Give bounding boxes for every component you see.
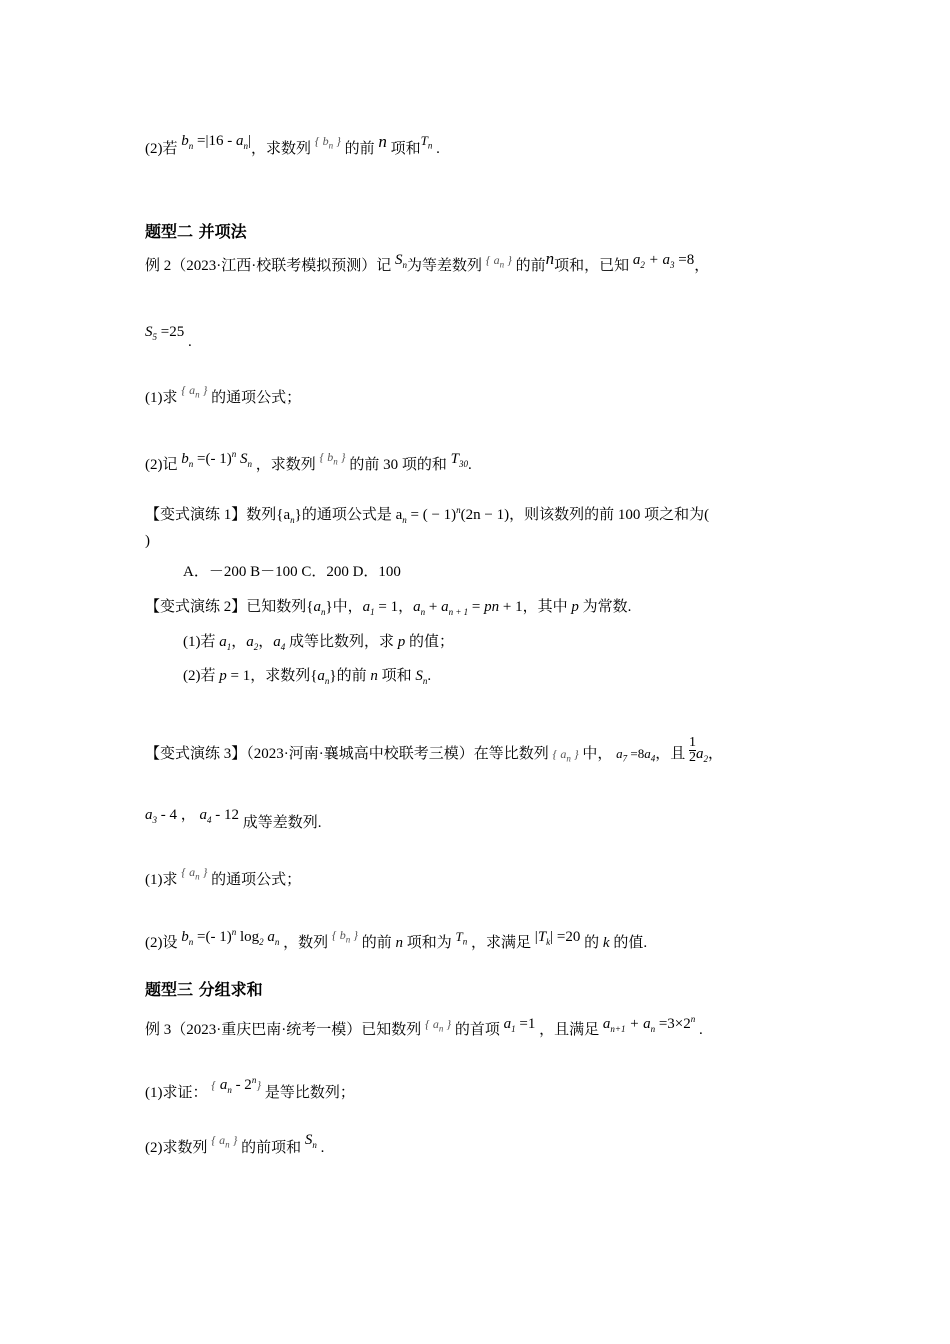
- example-2-part-2: (2)记 $b_n$ =(- 1)$^n$ $S_n$ ，求数列 $^{\{ b_n \}}$ 的前 30 项的和 $T_{30}$.: [145, 449, 472, 473]
- section-title-3: 题型三 分组求和: [145, 980, 263, 999]
- variant-1-close: ): [145, 533, 150, 549]
- variant-3: 【变式演练 3】（2023·河南·襄城高中校联考三模）在等比数列 { $a_n$ } 中， $a_7 =8a_4$，且 $\frac{1}{2}$ $a_2$，: [145, 735, 724, 765]
- variant-1: 【变式演练 1】数列$\{a_n\}$的通项公式是 $a_n$ = ( − 1)$^n$(2n − 1)，则该数列的前 100 项之和为(: [145, 505, 710, 525]
- section-title-2: 题型二 并项法: [145, 222, 247, 241]
- question-part-2: (2)若 $b_n =|16 - a_n|$，求数列 $^{\{ b_n \}}$ 的前 n 项和$T_n$ .: [145, 132, 440, 157]
- example-3-part-2: (2)求数列 $^{\{ a_n \}}$ 的前项和 $S_n$ .: [145, 1132, 325, 1156]
- example-2-part-1: (1)求 $^{\{ a_n \}}$ 的通项公式；: [145, 383, 302, 406]
- variant-1-options: A．－200 B－100 C．200 D．100: [183, 564, 401, 580]
- variant-2: 【变式演练 2】已知数列$\{a_n\}$中，$a_1 = 1$，$a_n + a_{n + 1}$ = pn + 1，其中 p 为常数.: [145, 599, 632, 617]
- variant-3-line-2: $a_3 - 4$ ， $a_4 - 12$ 成等差数列.: [145, 807, 322, 831]
- example-3-part-1: (1)求证： { $a_n - 2^n$} 是等比数列；: [145, 1075, 355, 1101]
- variant-3-part-1: (1)求 $^{\{ a_n \}}$ 的通项公式；: [145, 865, 302, 888]
- example-3-line-1: 例 3（2023·重庆巴南·统考一模）已知数列 $^{\{ a_n \}}$ 的首项 $a_1 =1$ ，且满足 $a_{n+1} + a_n =3\times 2^n$ .: [145, 1014, 703, 1038]
- variant-3-part-2: (2)设 $b_n$ =(- 1)$^n$ $\log_2 a_n$ ，数列 $^{\{ b_n \}}$ 的前 n 项和为 $T_n$ ，求满足 $|T_k| =20$ 的 k 的值.: [145, 927, 648, 951]
- example-2-line-2: $S_5 =25$ .: [145, 324, 192, 350]
- variant-2-part-2: (2)若 p = 1，求数列$\{a_n\}$的前 n 项和 $S_n$.: [183, 668, 432, 686]
- variant-2-part-1: (1)若 $a_1$，$a_2$，$a_4$ 成等比数列，求 p 的值；: [183, 634, 455, 652]
- example-2-line-1: 例 2（2023·江西·校联考模拟预测）记 $S_n$为等差数列 $^{\{ a_n \}}$ 的前n项和，已知 $a_2 + a_3 =8$，: [145, 249, 710, 274]
